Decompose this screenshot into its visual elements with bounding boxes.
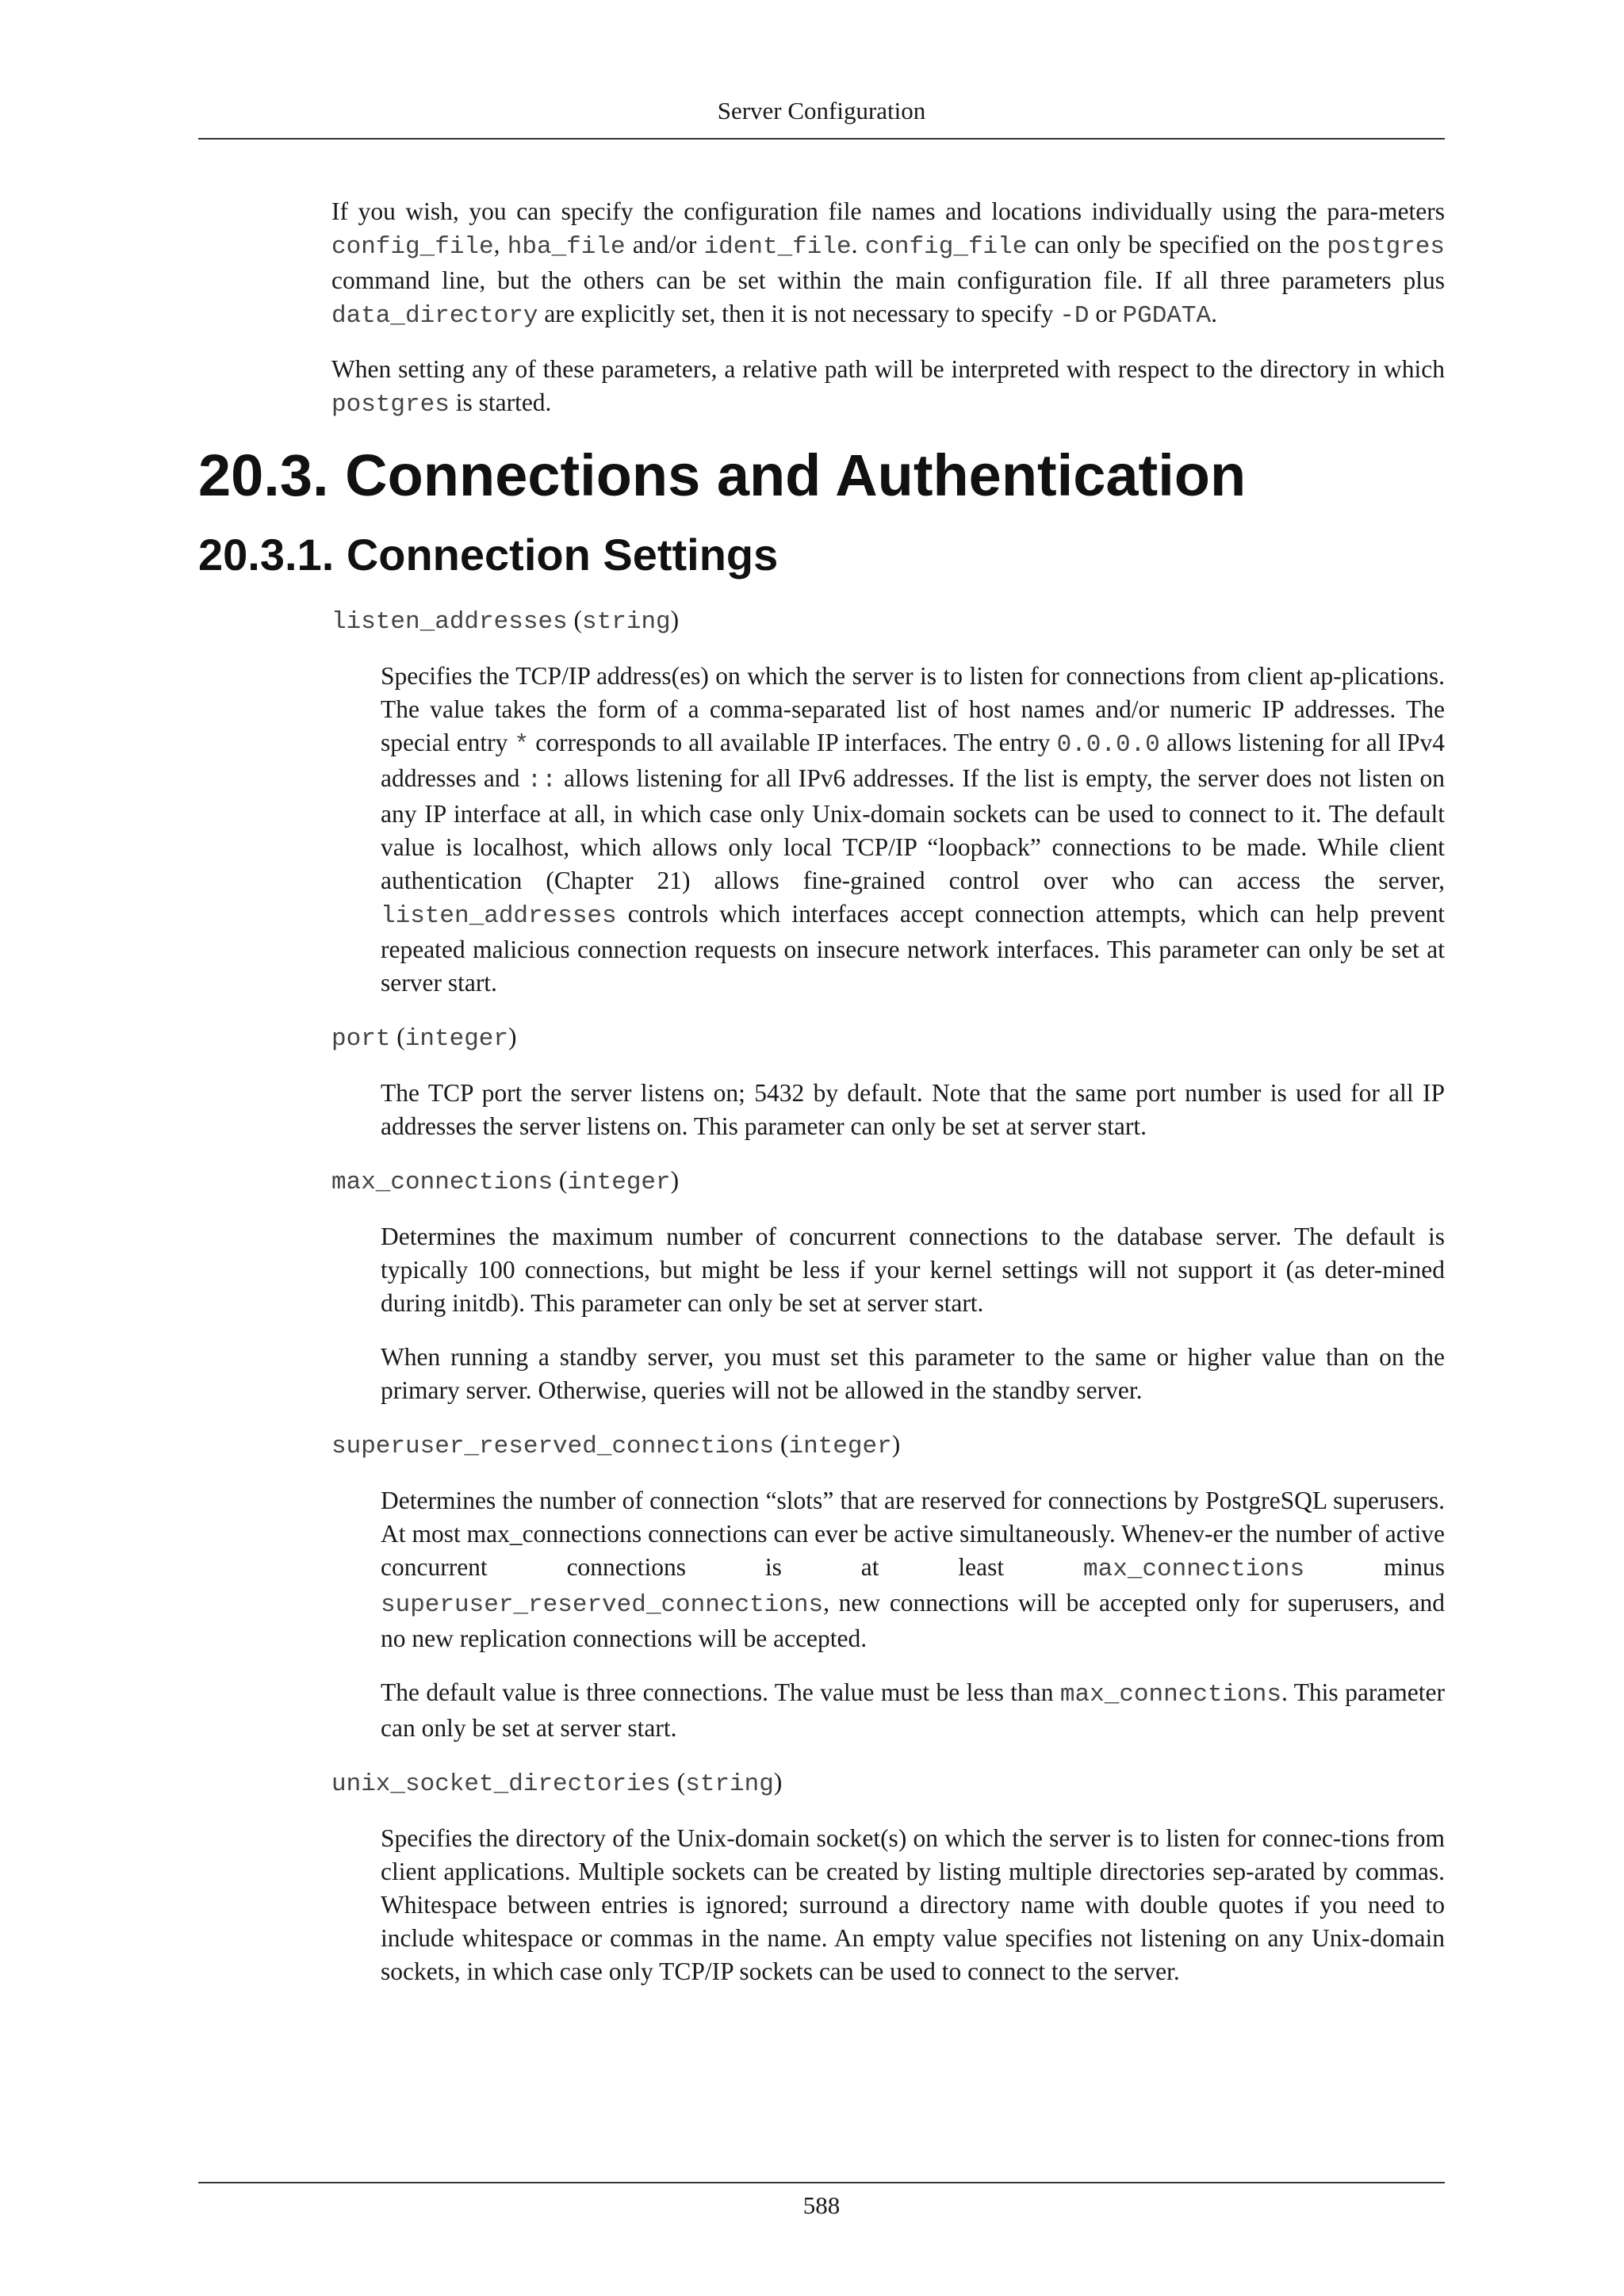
inline-code: PGDATA: [1122, 302, 1212, 330]
parameter-term: unix_socket_directories (string): [331, 1768, 783, 1798]
description-paragraph: Specifies the TCP/IP address(es) on which the server is to listen for connections from client ap-plications. The value takes the form of a comma-separated list of host names and/or numeric IP addresses. The special entry * corresponds to all available IP interfaces. The entry 0.0.0.0 allows listening for all IPv4 addresses and :: allows listening for all IPv6 addresses. If the list is empty, the server does not listen on any IP interface at all, in which case only Unix-domain sockets can be used to connect to it. The default value is localhost, which allows only local TCP/IP “loopback” connections to be made. While client authentication (Chapter 21) allows fine-grained control over who can access the server, listen_addresses controls which interfaces accept connection attempts, which can help prevent repeated malicious connection requests on insecure network interfaces. This parameter can only be set at server start.: [381, 662, 1445, 997]
description-paragraph: Determines the number of connection “slots” that are reserved for connections by PostgreSQL superusers. At most max_connections connections can ever be active simultaneously. Whenev-er the number of active concurrent connections is at least max_connections minus superuser_reserved_connections, new connections will be accepted only for superusers, and no new replication connections will be accepted.: [381, 1487, 1445, 1652]
inline-code: data_directory: [331, 302, 538, 330]
footer-rule: [198, 2182, 1445, 2183]
parameter-description: [381, 660, 1445, 1000]
description-paragraph: The TCP port the server listens on; 5432 by default. Note that the same port number is used for all IP addresses the server listens on. This parameter can only be set at server start.: [381, 1079, 1445, 1140]
description-paragraph: Determines the maximum number of concurrent connections to the database server. The default is typically 100 connections, but might be less if your kernel settings will not support it (as deter-mined during initdb). This parameter can only be set at server start.: [381, 1223, 1445, 1317]
intro-paragraph: If you wish, you can specify the configuration file names and locations individually using the para-meters config_file, hba_file and/or ident_file. config_file can only be specified on the postgres command line, but the others can be set within the main configuration file. If all three parameters plus data_directory are explicitly set, then it is not necessary to specify -D or PGDATA.: [331, 197, 1446, 330]
parameter-name: port: [331, 1025, 391, 1053]
description-paragraph: When running a standby server, you must set this parameter to the same or higher value than on the primary server. Otherwise, queries will not be allowed in the standby server.: [381, 1343, 1445, 1404]
inline-code: config_file: [331, 233, 494, 261]
section-title: 20.3. Connections and Authentication: [198, 442, 1247, 508]
parameter-name: max_connections: [331, 1169, 553, 1196]
parameter-type: integer: [567, 1169, 671, 1196]
parameter-type: string: [685, 1770, 774, 1798]
inline-code: *: [514, 731, 530, 759]
inline-code: -D: [1059, 302, 1090, 330]
parameter-description: [381, 1484, 1445, 1745]
parameter-term: max_connections (integer): [331, 1166, 680, 1196]
inline-code: max_connections: [1083, 1556, 1305, 1583]
parameter-type: integer: [404, 1025, 509, 1053]
inline-code: 0.0.0.0: [1056, 731, 1160, 759]
parameter-description: [381, 1822, 1445, 1988]
parameter-name: unix_socket_directories: [331, 1770, 671, 1798]
inline-code: postgres: [331, 391, 450, 419]
parameter-type: integer: [788, 1433, 892, 1460]
parameter-list: [198, 603, 1445, 1988]
inline-code: config_file: [864, 233, 1028, 261]
parameter-term: superuser_reserved_connections (integer): [331, 1430, 901, 1460]
intro-paragraph: When setting any of these parameters, a relative path will be interpreted with respect to the directory in which postgres is started.: [331, 355, 1445, 419]
inline-code: postgres: [1327, 233, 1446, 261]
parameter-term: port (integer): [331, 1023, 517, 1053]
parameter-name: listen_addresses: [331, 608, 568, 636]
parameter-term: listen_addresses (string): [331, 606, 680, 636]
parameter-type: string: [582, 608, 671, 636]
page-content: [198, 195, 1445, 2009]
description-paragraph: The default value is three connections. The value must be less than max_connections. This parameter can only be set at server start.: [381, 1678, 1445, 1742]
inline-code: ::: [527, 767, 557, 794]
parameter-name: superuser_reserved_connections: [331, 1433, 775, 1460]
parameter-description: [381, 1220, 1445, 1407]
inline-code: listen_addresses: [381, 902, 617, 930]
running-header: Server Configuration: [717, 97, 926, 124]
description-paragraph: Specifies the directory of the Unix-domain socket(s) on which the server is to listen for connec-tions from client applications. Multiple sockets can be created by listing multiple directories sep-arated by commas. Whitespace between entries is ignored; surround a directory name with double quotes if you need to include whitespace or commas in the name. An empty value specifies not listening on any Unix-domain sockets, in which case only TCP/IP sockets can be used to connect to the server.: [381, 1824, 1445, 1985]
header-rule: [198, 138, 1445, 140]
inline-code: max_connections: [1059, 1681, 1281, 1709]
subsection-title: 20.3.1. Connection Settings: [198, 530, 779, 580]
parameter-description: [381, 1077, 1445, 1143]
inline-code: hba_file: [507, 233, 626, 261]
inline-code: superuser_reserved_connections: [381, 1591, 824, 1619]
page-number: 588: [802, 2191, 841, 2219]
inline-code: ident_file: [703, 233, 852, 261]
